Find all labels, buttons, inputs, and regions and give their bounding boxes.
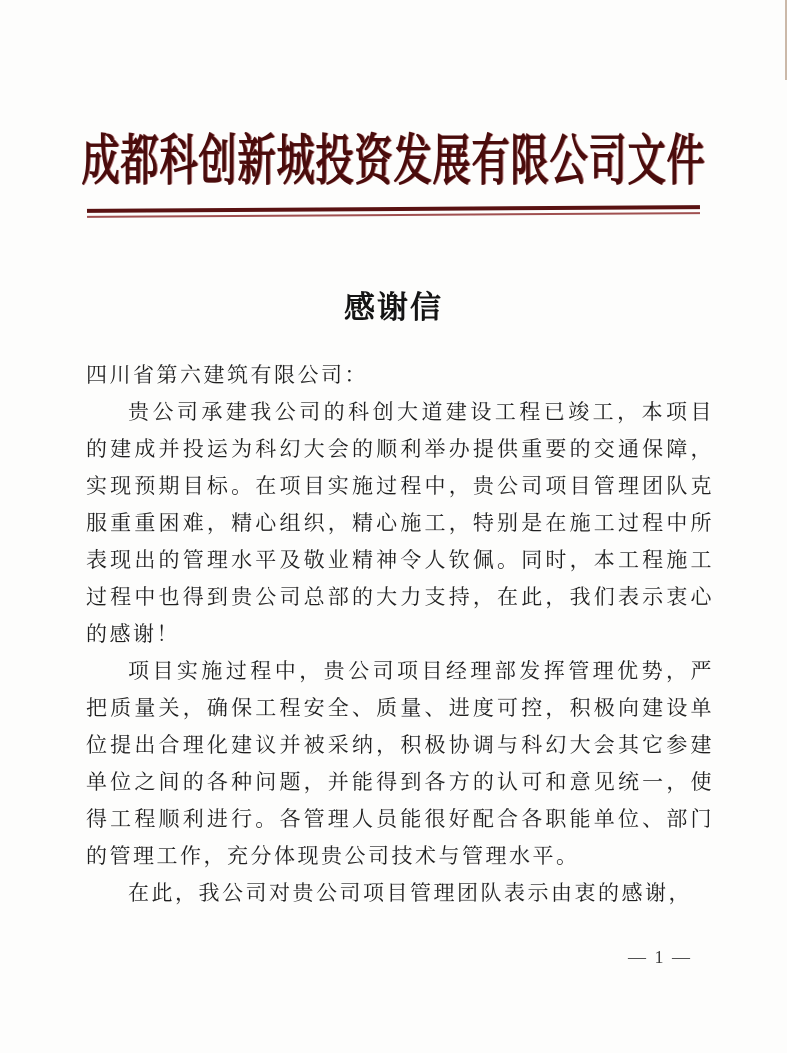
paragraph-1: 贵公司承建我公司的科创大道建设工程已竣工，本项目的建成并投运为科幻大会的顺利举办提供重要的交通保障，实现预期目标。在项目实施过程中，贵公司项目管理团队克服重重困难，精心组织，精心施工，特别是在施工过程中所表现出的管理水平及敬业精神令人钦佩。同时，本工程施工过程中也得到贵公司总部的大力支持，在此，我们表示衷心的感谢！ — [86, 400, 714, 646]
page-number: — 1 — — [628, 947, 692, 967]
header-divider — [87, 205, 700, 218]
salutation: 四川省第六建筑有限公司： — [86, 363, 368, 387]
letter-title: 感谢信 — [344, 290, 443, 325]
letter-body — [86, 357, 714, 912]
paragraph-2: 项目实施过程中，贵公司项目经理部发挥管理优势，严把质量关，确保工程安全、质量、进度可控，积极向建设单位提出合理化建议并被采纳，积极协调与科幻大会其它参建单位之间的各种问题，并能得到各方的认可和意见统一，使得工程顺利进行。各管理人员能很好配合各职能单位、部门的管理工作，充分体现贵公司技术与管理水平。 — [86, 659, 714, 868]
document-header-title: 成都科创新城投资发展有限公司文件 — [81, 131, 706, 193]
paragraph-3: 在此，我公司对贵公司项目管理团队表示由衷的感谢， — [128, 881, 692, 905]
